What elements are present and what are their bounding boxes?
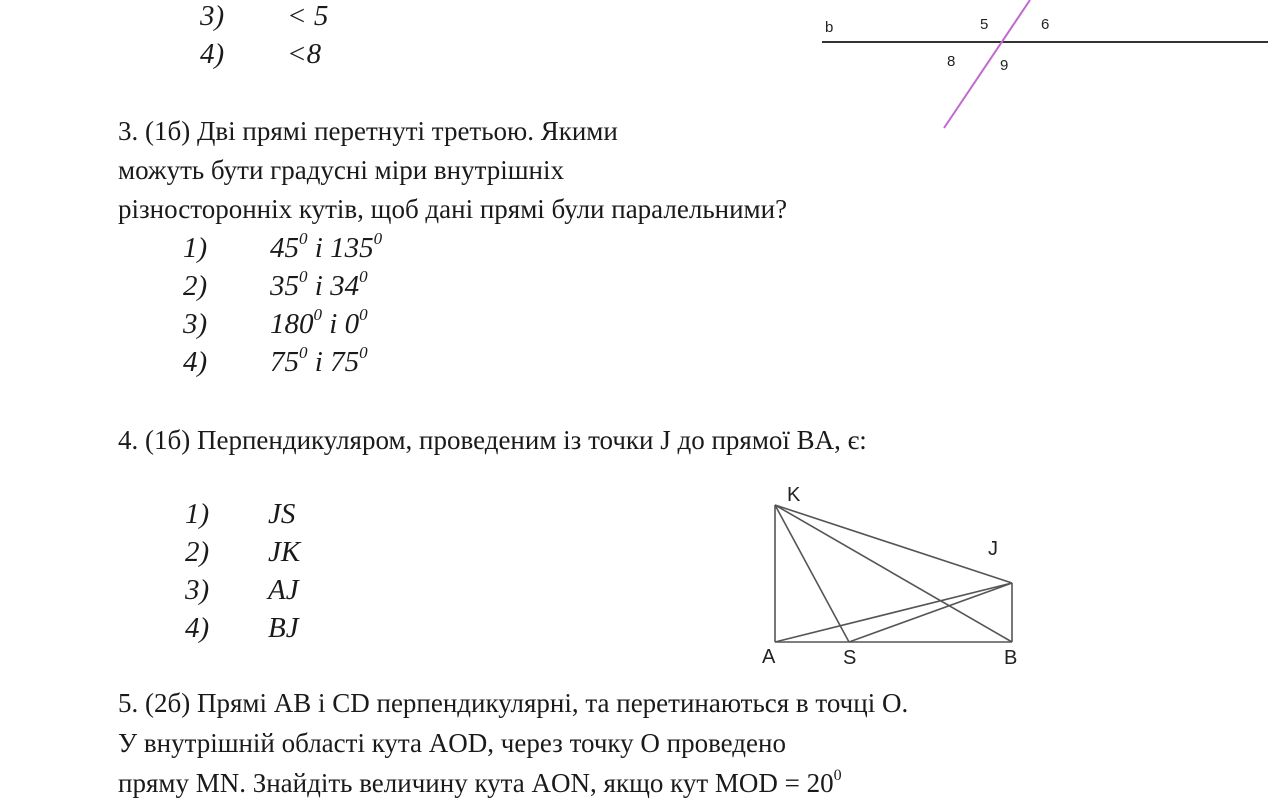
point-j-label: J	[988, 538, 998, 560]
q3-option-3-number: 3)	[183, 308, 208, 340]
q2-option-4-number: 4)	[200, 38, 225, 70]
point-a-label: A	[762, 646, 776, 668]
q2-option-3-text: < 5	[287, 0, 329, 32]
q4-option-2-text: JK	[268, 536, 301, 568]
q4-option-1-text: JS	[268, 498, 296, 530]
point-s-label: S	[843, 647, 857, 669]
segment-sj	[849, 583, 1012, 642]
q3-text-line-1: 3. (1б) Дві прямі перетнуті третьою. Якими	[118, 116, 618, 146]
q4-option-3-text: AJ	[268, 574, 299, 606]
q4-option-3-number: 3)	[185, 574, 210, 606]
q4-text: 4. (1б) Перпендикуляром, проведеним із точки J до прямої BA, є:	[118, 425, 867, 455]
q4-option-1-number: 1)	[185, 498, 210, 530]
q3-option-4-text: $75^0$ і $75^0$	[270, 343, 368, 378]
q4-option-4-number: 4)	[185, 612, 210, 644]
q3-option-3-text: $180^0$ і $0^0$	[270, 305, 368, 340]
q4-option-4-text: BJ	[268, 612, 299, 644]
q3-text-line-3: різносторонніх кутів, щоб дані прямі були паралельними?	[118, 194, 788, 224]
q5-text-line-3: пряму MN. Знайдіть величину кута AON, якщо кут MOD = $20^0$	[118, 767, 842, 798]
q3-option-4-number: 4)	[183, 346, 208, 378]
transversal-figure	[820, 0, 1280, 140]
label-b: b	[825, 19, 834, 36]
q5-text-line-2: У внутрішній області кута AOD, через точку O проведено	[118, 728, 786, 758]
q3-text-line-2: можуть бути градусні міри внутрішніх	[118, 155, 564, 185]
q2-option-4-text: <8	[287, 38, 322, 70]
point-k-label: K	[787, 484, 801, 506]
perpendicular-figure	[750, 478, 1040, 678]
label-angle-6: 6	[1041, 16, 1050, 33]
segment-kb	[775, 505, 1012, 642]
label-angle-8: 8	[947, 53, 956, 70]
q3-option-2-number: 2)	[183, 270, 208, 302]
q3-option-1-number: 1)	[183, 232, 208, 264]
q5-text-line-1: 5. (2б) Прямі AB і CD перпендикулярні, та перетинаються в точці O.	[118, 688, 909, 718]
q4-option-2-number: 2)	[185, 536, 210, 568]
label-angle-9: 9	[1000, 57, 1009, 74]
point-b-label: B	[1004, 647, 1018, 669]
label-angle-5: 5	[980, 16, 989, 33]
segment-aj	[775, 583, 1012, 642]
q3-option-2-text: $35^0$ і $34^0$	[270, 267, 368, 302]
q2-option-3-number: 3)	[200, 0, 225, 32]
q3-option-1-text: $45^0$ і $135^0$	[270, 229, 383, 264]
